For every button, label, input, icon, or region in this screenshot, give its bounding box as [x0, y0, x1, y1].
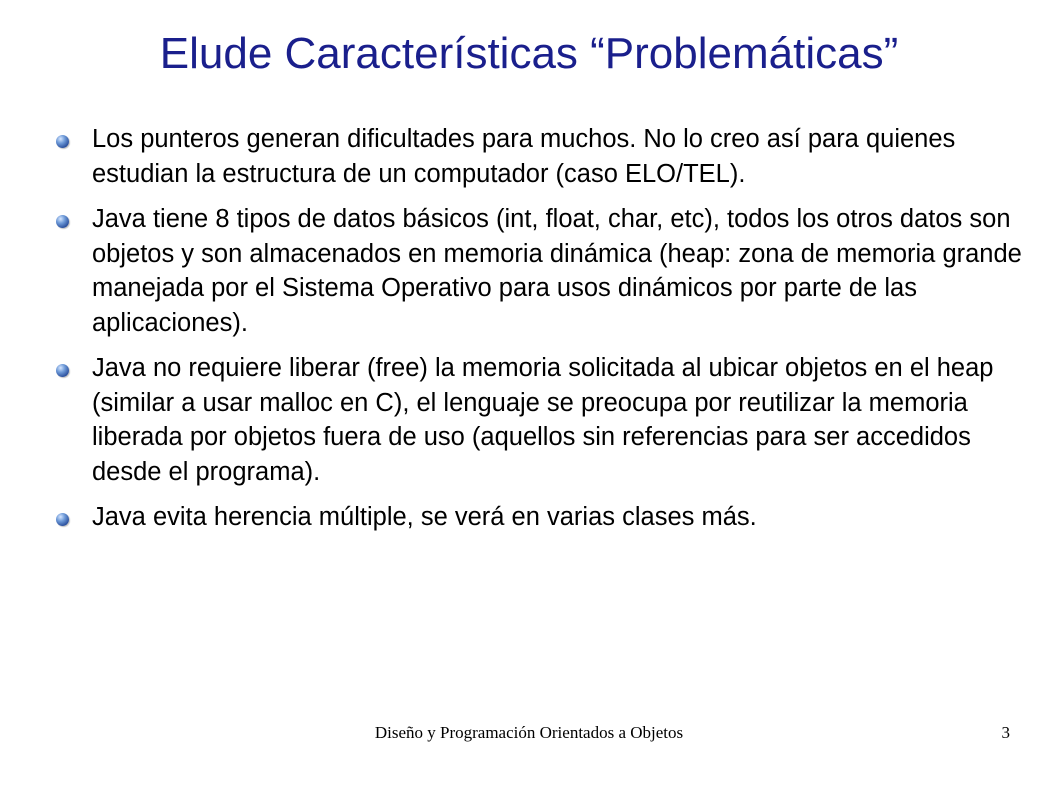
sphere-bullet-icon	[56, 215, 69, 228]
bullet-text: Java no requiere liberar (free) la memoria solicitada al ubicar objetos en el heap (similar a usar malloc en C), el lenguaje se preocupa por reutilizar la memoria liberada por objetos fuera de uso (aquellos sin referencias para ser accedidos desde el programa).	[92, 354, 994, 486]
bullet-item-inheritance	[54, 500, 1034, 535]
bullet-text: Java tiene 8 tipos de datos básicos (int, float, char, etc), todos los otros datos son objetos y son almacenados en memoria dinámica (heap: zona de memoria grande manejada por el Sistema Operativo para usos dinámicos por parte de las aplicaciones).	[92, 205, 1022, 337]
bullet-item-data-types	[54, 202, 1034, 340]
bullet-item-pointers	[54, 122, 1034, 191]
sphere-bullet-icon	[56, 135, 69, 148]
page-number: 3	[1001, 723, 1010, 742]
bullet-item-memory	[54, 351, 1034, 489]
bullet-text: Java evita herencia múltiple, se verá en varias clases más.	[92, 503, 757, 531]
slide-title: Elude Características “Problemáticas”	[159, 29, 899, 78]
sphere-bullet-icon	[56, 513, 69, 526]
bullet-list	[54, 122, 1034, 546]
bullet-text: Los punteros generan dificultades para muchos. No lo creo así para quienes estudian la estructura de un computador (caso ELO/TEL).	[92, 125, 956, 188]
slide-footer: Diseño y Programación Orientados a Objetos	[374, 723, 684, 742]
sphere-bullet-icon	[56, 364, 69, 377]
